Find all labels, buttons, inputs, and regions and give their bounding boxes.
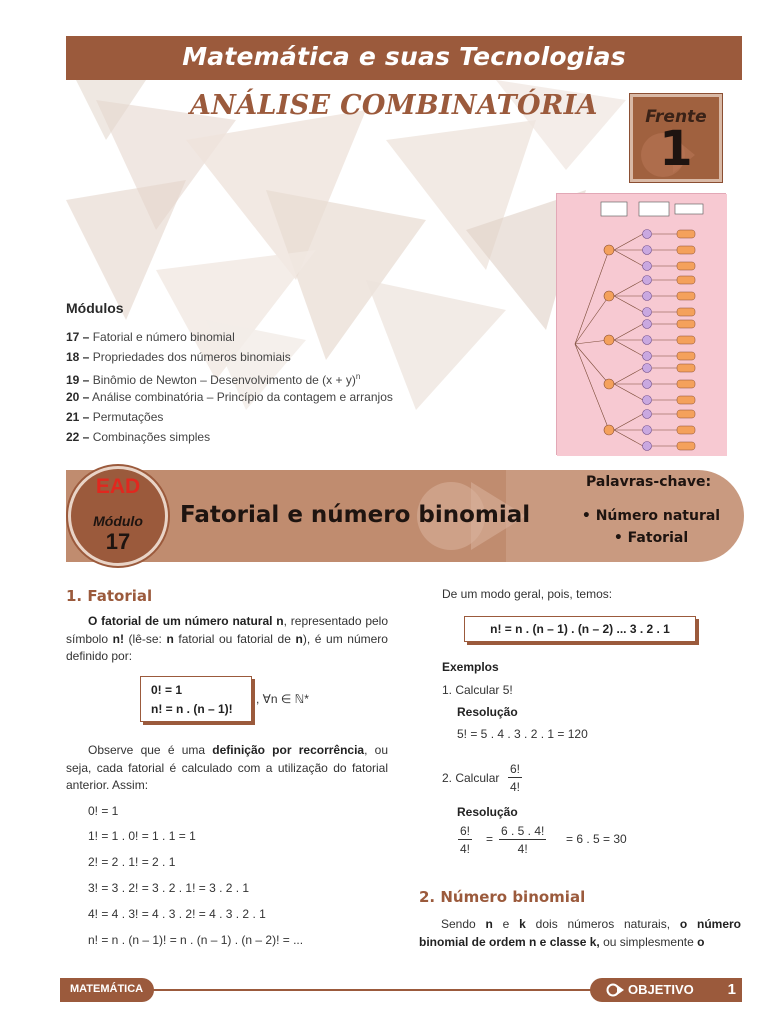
tree-result-node [677, 320, 695, 328]
fraction-denominator: 4! [460, 842, 471, 856]
module-number: 20 – [66, 390, 90, 404]
tree-result-node [677, 396, 695, 404]
tree-child-node [643, 276, 652, 285]
module-title: Fatorial e número binomial [180, 502, 531, 528]
tree-result-node [677, 410, 695, 418]
modulo-number: 17 [105, 529, 131, 554]
text-run: n [276, 614, 284, 628]
keyword-item: • Fatorial [613, 530, 689, 546]
text-run: O fatorial de um número natural [88, 614, 277, 628]
text-run: ou simplesmente [599, 934, 698, 949]
resolution-label: Resolução [457, 805, 518, 819]
tree-root-node [604, 291, 614, 301]
factorial-example: n! = n . (n – 1)! = n . (n – 1) . (n – 2)! = ... [88, 933, 304, 947]
tree-result-node [677, 336, 695, 344]
modules-list [66, 327, 393, 447]
text-run: e [492, 917, 520, 931]
module-number: 21 – [66, 410, 90, 424]
module-text: Combinações simples [92, 430, 211, 444]
tree-child-node [643, 396, 652, 405]
tree-result-node [677, 364, 695, 372]
ead-label: EAD [95, 475, 141, 498]
definition-box [140, 676, 252, 722]
fraction-denominator: 4! [510, 780, 521, 794]
module-item [66, 367, 393, 387]
fraction-denominator: 4! [517, 842, 528, 856]
modulo-label: Módulo [93, 513, 143, 529]
objetivo-logo-icon [606, 982, 626, 998]
module-text: Permutações [92, 410, 164, 424]
frente-badge [630, 94, 722, 182]
tree-result-node [677, 380, 695, 388]
tree-result-node [677, 308, 695, 316]
keywords-list [566, 505, 736, 549]
brand-name: OBJETIVO [628, 982, 694, 997]
text-run: n! [112, 631, 124, 646]
tree-child-node [643, 426, 652, 435]
definition-line: n! = n . (n – 1)! [151, 702, 233, 716]
text-run: ), é um número definido por: [66, 631, 388, 663]
module-item [66, 407, 393, 427]
tree-result-node [677, 426, 695, 434]
keywords-title: Palavras-chave: [586, 474, 712, 490]
tree-child-node [643, 292, 652, 301]
module-text: Fatorial e número binomial [92, 330, 235, 344]
result-value: = 6 . 5 = 30 [566, 832, 627, 846]
module-badge [68, 466, 168, 566]
tree-root-node [604, 379, 614, 389]
text-run: n [295, 631, 303, 646]
text-run: k [519, 917, 526, 931]
general-formula-box [464, 616, 696, 642]
examples-title: Exemplos [442, 660, 499, 674]
text-run: definição por recorrência [212, 743, 365, 757]
fraction [458, 824, 472, 856]
text-run: , ou seja, cada fatorial é calculado com a utilização do fatorial anterior. Assim: [66, 743, 389, 792]
text-run: n [166, 631, 174, 646]
tree-child-node [643, 380, 652, 389]
text-run: Observe que é uma [88, 743, 213, 757]
fraction [508, 762, 522, 794]
text-run: o número binomial de ordem n e classe k, [419, 917, 741, 949]
binomial-paragraph [419, 916, 741, 951]
tree-result-node [677, 352, 695, 360]
factorial-example: 4! = 4 . 3! = 4 . 3 . 2! = 4 . 3 . 2 . 1 [88, 907, 266, 921]
exponent: n [355, 372, 361, 381]
tree-child-node [643, 308, 652, 317]
module-number: 17 – [66, 330, 90, 344]
tree-child-node [643, 336, 652, 345]
fraction-numerator: 6! [510, 762, 521, 776]
module-item [66, 327, 393, 347]
factorial-example: 1! = 1 . 0! = 1 . 1 = 1 [88, 829, 196, 843]
module-text: Propriedades dos números binomiais [92, 350, 291, 364]
text-run: fatorial ou fatorial de [173, 631, 296, 646]
tree-child-node [643, 410, 652, 419]
tree-root-node [604, 245, 614, 255]
factorial-example: 0! = 1 [88, 804, 119, 818]
general-formula: n! = n . (n – 1) . (n – 2) ... 3 . 2 . 1 [490, 622, 670, 636]
section-heading-binomial: 2. Número binomial [419, 888, 586, 906]
module-item [66, 347, 393, 367]
frente-label: Frente [645, 107, 707, 127]
chapter-title: ANÁLISE COMBINATÓRIA [190, 90, 598, 121]
module-item [66, 427, 393, 447]
tree-result-node [677, 262, 695, 270]
definition-line: 0! = 1 [151, 683, 183, 697]
tree-root-node [604, 335, 614, 345]
module-item [66, 387, 393, 407]
factorial-example: 3! = 3 . 2! = 3 . 2 . 1! = 3 . 2 . 1 [88, 881, 250, 895]
tree-child-node [643, 230, 652, 239]
text-run: (lê-se: [123, 631, 167, 646]
text-run: n [485, 917, 493, 931]
tree-child-node [643, 246, 652, 255]
modules-title: Módulos [66, 300, 124, 316]
frente-number: 1 [659, 121, 693, 177]
text-run: Sendo [441, 917, 486, 931]
tree-result-node [677, 276, 695, 284]
tree-child-node [643, 262, 652, 271]
tree-result-node [677, 292, 695, 300]
tree-result-node [677, 246, 695, 254]
section-heading-fatorial: 1. Fatorial [66, 587, 153, 605]
text-run: dois números naturais, [525, 917, 680, 931]
tree-result-node [677, 442, 695, 450]
tree-child-node [643, 442, 652, 451]
module-number: 18 – [66, 350, 90, 364]
subject-banner [66, 36, 742, 80]
factorial-example: 2! = 2 . 1! = 2 . 1 [88, 855, 176, 869]
tree-child-node [643, 352, 652, 361]
recursion-paragraph [66, 742, 388, 795]
tree-child-node [643, 320, 652, 329]
fraction [499, 824, 546, 856]
tree-diagram-drawing [557, 194, 727, 456]
module-text: Binômio de Newton – Desenvolvimento de (x + y) [92, 373, 356, 387]
text-run: o [697, 934, 705, 949]
tree-child-node [643, 364, 652, 373]
module-number: 19 – [66, 373, 90, 387]
general-intro: De um modo geral, pois, temos: [442, 587, 613, 601]
objetivo-logo [606, 982, 706, 998]
example-2: 2. Calcular [442, 771, 500, 785]
tree-root-node [604, 425, 614, 435]
example-1: 1. Calcular 5! [442, 683, 513, 697]
equals-sign: = [486, 832, 494, 846]
module-number: 22 – [66, 430, 90, 444]
example-1-result: 5! = 5 . 4 . 3 . 2 . 1 = 120 [457, 727, 588, 741]
fraction-numerator: 6 . 5 . 4! [501, 824, 545, 838]
module-text: Análise combinatória – Princípio da contagem e arranjos [92, 390, 393, 404]
text-run: , representado pelo símbolo [66, 614, 388, 646]
forall-natural: , ∀n ∈ ℕ* [256, 692, 309, 706]
subject-banner-text: Matemática e suas Tecnologias [182, 42, 626, 71]
footer-subject-tab [60, 978, 154, 1002]
tree-diagram-image [556, 193, 726, 455]
footer-subject: MATEMÁTICA [70, 983, 144, 995]
keyword-item: • Número natural [581, 508, 721, 524]
fraction-numerator: 6! [460, 824, 471, 838]
resolution-label: Resolução [457, 705, 518, 719]
intro-paragraph [66, 613, 388, 666]
page-number: 1 [727, 981, 736, 998]
tree-result-node [677, 230, 695, 238]
footer-brand-tab [590, 978, 742, 1002]
